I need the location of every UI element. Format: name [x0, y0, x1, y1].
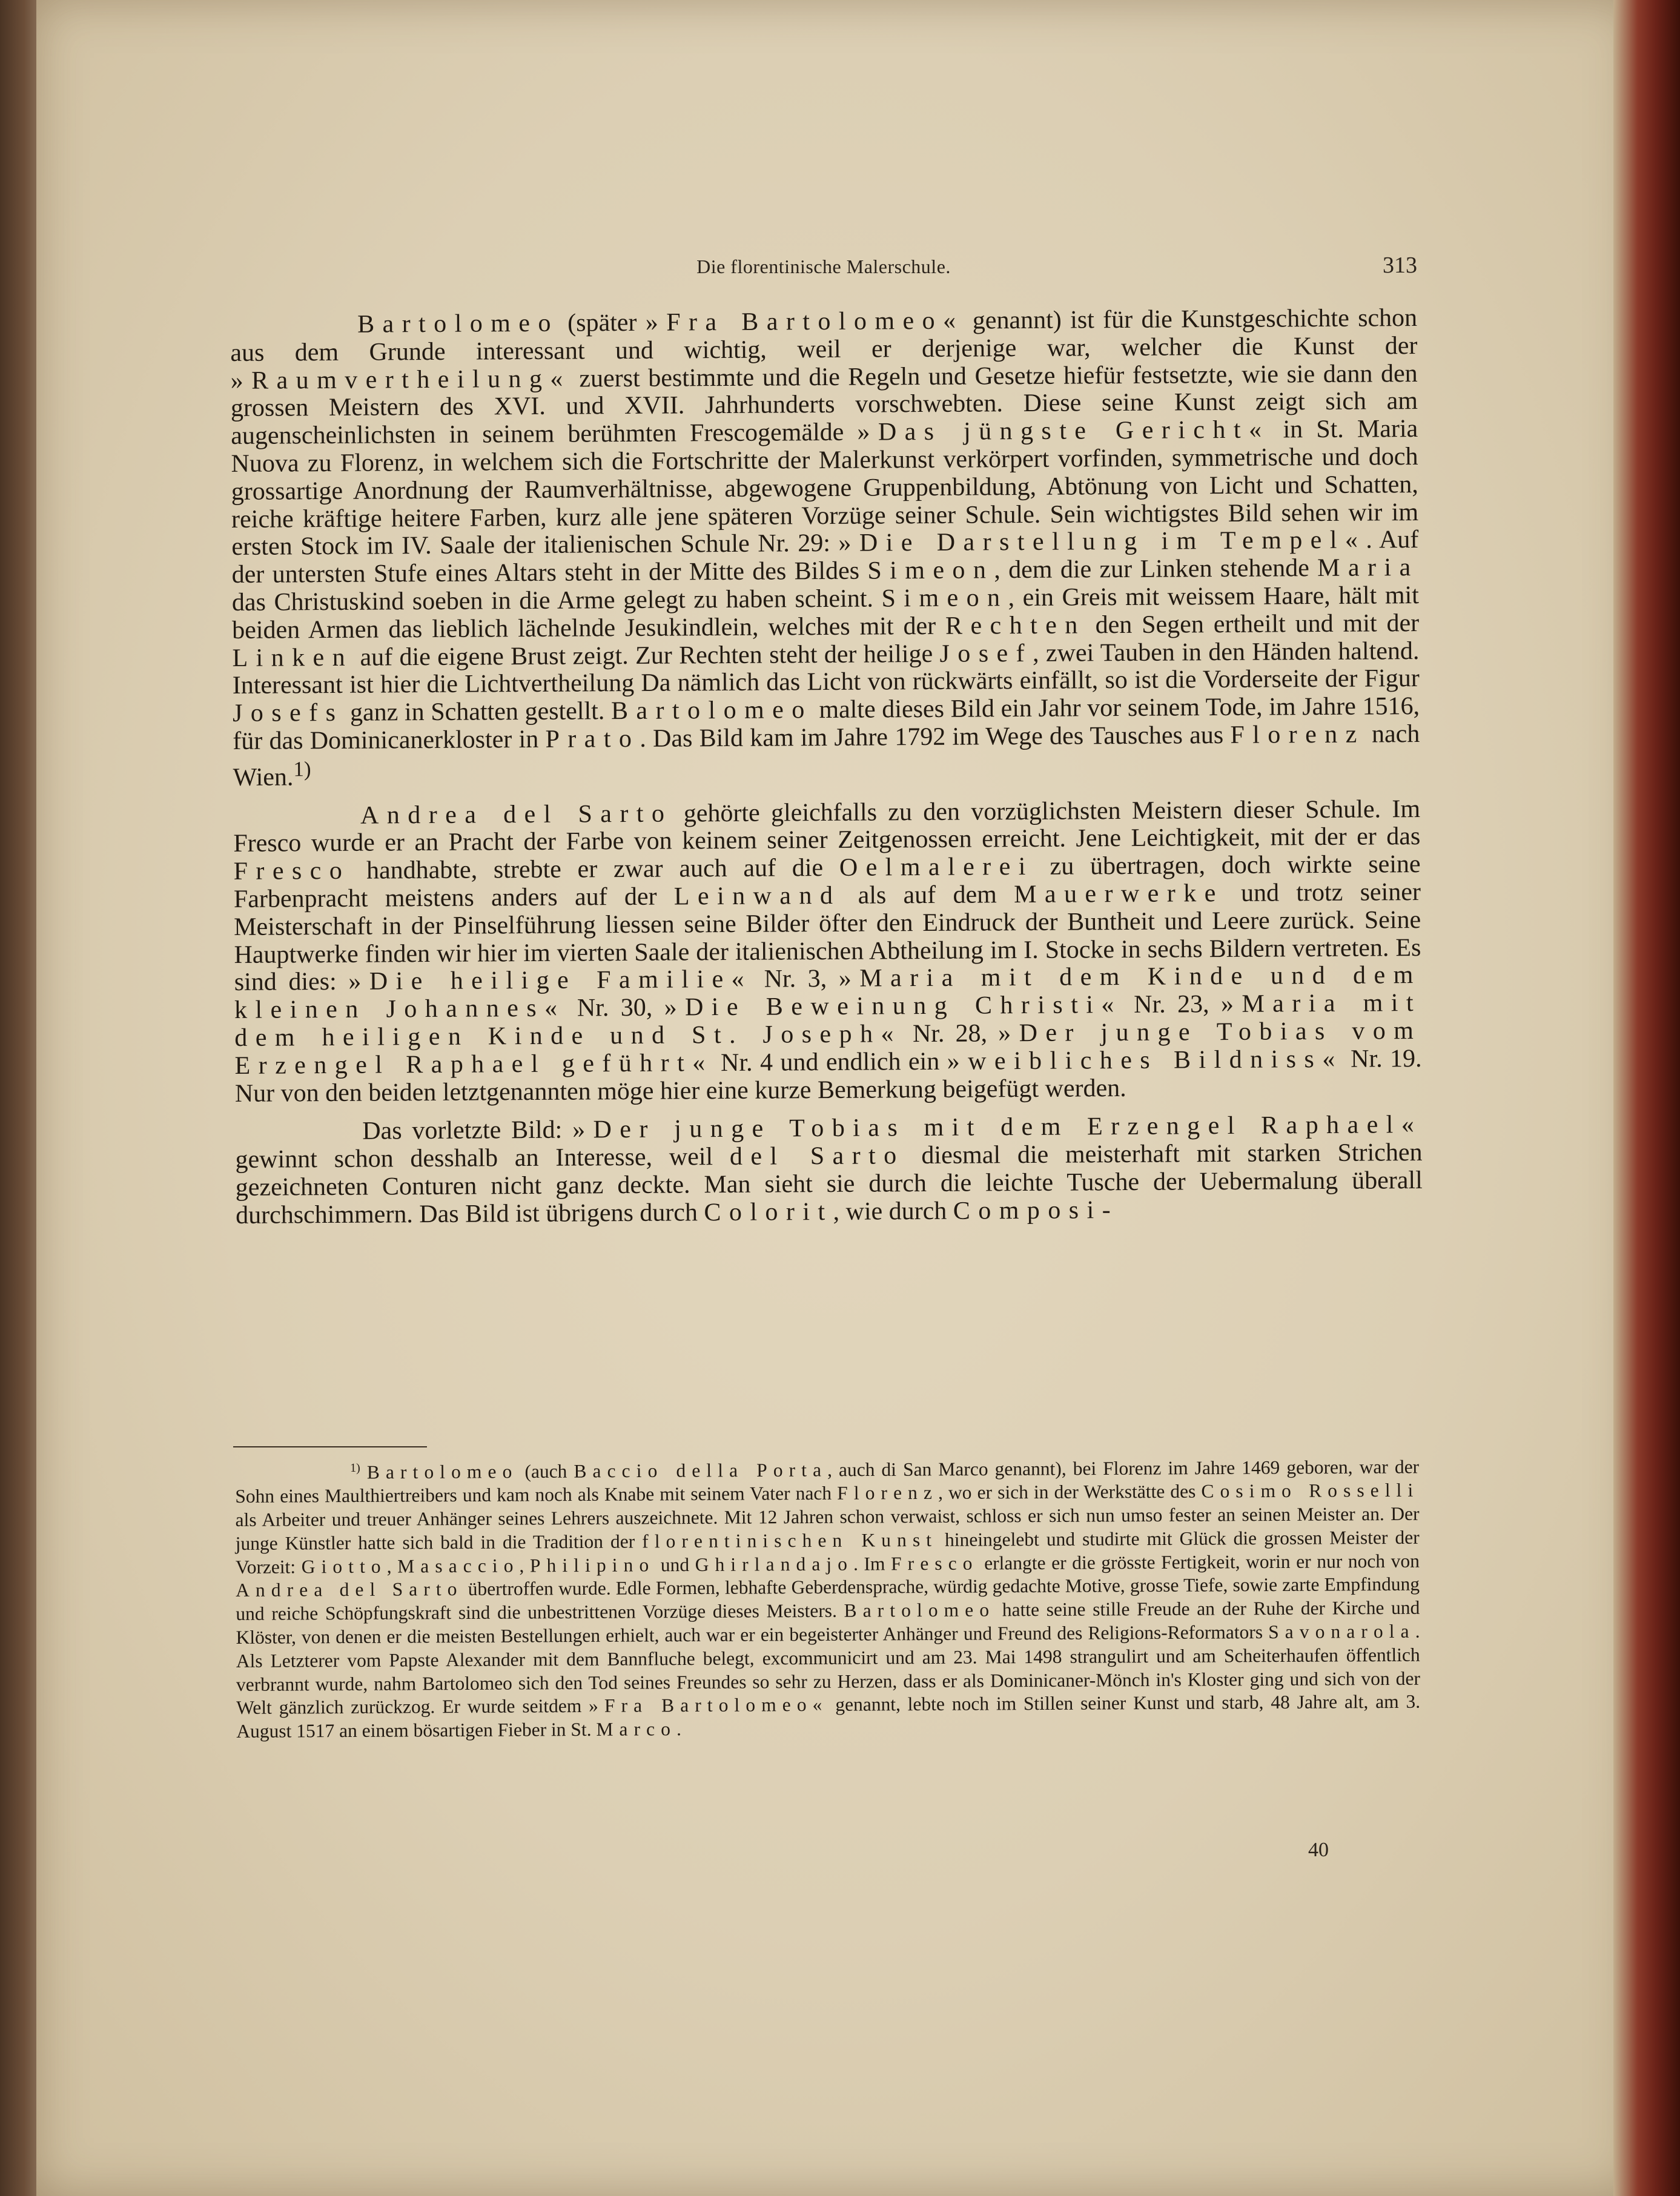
name-bartolomeo: Bartolomeo: [357, 309, 559, 339]
paragraph-tobias: Das vorletzte Bild: »Der junge Tobias mit dem Erzengel Raphael« gewinnt schon desshalb an Interesse, weil del Sarto diesmal die meisterhaft mit starken Strichen gezeichneten Conturen nicht ganz deckte. Man sieht sie durch die leichte Tusche der Uebermalung überall durchschimmern. Das Bild ist übrigens durch Colorit, wie durch Composi-: [235, 1111, 1423, 1229]
page-header: [230, 253, 1417, 292]
paragraph-bartolomeo: Bartolomeo (später »Fra Bartolomeo« genannt) ist für die Kunstgeschichte schon aus dem Grunde interessant und wichtig, weil er derjenige war, welcher die Kunst der »Raumvertheilung« zuerst bestimmte und die Regeln und Gesetze hiefür festsetzte, wie sie dann den grossen Meistern des XVI. und XVII. Jahrhunderts vorschwebten. Diese seine Kunst zeigt sich am augenscheinlichsten in seinem berühmten Frescogemälde »Das jüngste Gericht« in St. Maria Nuova zu Florenz, in welchem sich die Fortschritte der Malerkunst verkörpert vorfinden, symmetrische und doch grossartige Anordnung der Raumverhältnisse, abgewogene Gruppenbildung, Abtönung von Licht und Schatten, reiche kräftige heitere Farben, kurz alle jene späteren Vorzüge seiner Schule. Sein wichtigstes Bild sehen wir im ersten Stock im IV. Saale der italienischen Schule Nr. 29: »Die Darstellung im Tempel«. Auf der untersten Stufe eines Altars steht in der Mitte des Bildes Simeon, dem die zur Linken stehende Maria das Christuskind soeben in die Arme gelegt zu haben scheint. Simeon, ein Greis mit weissem Haare, hält mit beiden Armen das lieblich lächelnde Jesukindlein, welches mit der Rechten den Segen ertheilt und mit der Linken auf die eigene Brust zeigt. Zur Rechten steht der heilige Josef, zwei Tauben in den Händen haltend. Interessant ist hier die Lichtvertheilung Da nämlich das Licht von rückwärts einfällt, so ist die Vorderseite der Figur Josefs ganz in Schatten gestellt. Bartolomeo malte dieses Bild ein Jahr vor seinem Tode, im Jahre 1516, für das Dominicanerkloster in Prato. Das Bild kam im Jahre 1792 im Wege des Tausches aus Florenz nach Wien.$^{1)}$: [230, 304, 1420, 792]
footnote-divider: [233, 1446, 427, 1447]
artwork-title: »Maria mit dem heiligen Kinde und St. Joseph«: [234, 989, 1422, 1052]
signature-mark: 40: [1308, 1839, 1329, 1861]
artwork-title: »weibliches Bildniss«: [947, 1045, 1343, 1076]
title-fra-bartolomeo: »Fra Bartolomeo«: [645, 306, 964, 337]
artwork-title: »Der junge Tobias mit dem Erzengel Raphael«: [572, 1111, 1423, 1144]
artwork-title: »Die Beweinung Christi«: [664, 991, 1122, 1022]
artwork-title: »Der junge Tobias vom Erzengel Raphael geführt«: [234, 1016, 1422, 1080]
artwork-title: »Maria mit dem Kinde und dem kleinen Johannes«: [234, 961, 1421, 1025]
name-andrea-del-sarto: Andrea del Sarto: [360, 799, 673, 830]
footnote: [235, 1451, 1420, 1744]
footnote-marker: 1): [350, 1461, 360, 1475]
main-text: [230, 305, 1423, 1229]
book-edge: [1613, 0, 1680, 2196]
running-title: Die florentinische Malerschule.: [696, 256, 951, 277]
footnote-ref: 1): [293, 756, 311, 781]
paragraph-andrea-del-sarto: Andrea del Sarto gehörte gleichfalls zu den vorzüglichsten Meistern dieser Schule. Im Fresco wurde er an Pracht der Farbe von keinem seiner Zeitgenossen erreicht. Jene Leichtigkeit, mit der er das Fresco handhabte, strebte er zwar auch auf die Oelmalerei zu übertragen, doch wirkte seine Farbenpracht meistens anders auf der Leinwand als auf dem Mauerwerke und trotz seiner Meisterschaft in der Pinselführung liessen seine Bilder öfter den Eindruck der Buntheit und Leere zurück. Seine Hauptwerke finden wir hier im vierten Saale der italienischen Abtheilung im I. Stocke in sechs Bildern vertreten. Es sind dies: »Die heilige Familie« Nr. 3, »Maria mit dem Kinde und dem kleinen Johannes« Nr. 30, »Die Beweinung Christi« Nr. 23, »Maria mit dem heiligen Kinde und St. Joseph« Nr. 28, »Der junge Tobias vom Erzengel Raphael geführt« Nr. 4 und endlich ein »weibliches Bildniss« Nr. 19. Nur von den beiden letztgenannten möge hier eine kurze Bemerkung beigefügt werden.: [233, 795, 1422, 1108]
artwork-title: »Das jüngste Gericht«: [857, 415, 1270, 446]
term-raumvertheilung: »Raumvertheilung«: [230, 365, 571, 395]
footnote-paragraph: $^{1)}$ Bartolomeo (auch Baccio della Porta, auch di San Marco genannt), bei Florenz im Jahre 1469 geboren, war der Sohn eines Maulthiertreibers und kam noch als Knabe mit seinem Vater nach Florenz, wo er sich in der Werkstätte des Cosimo Rosselli als Arbeiter und treuer Anhänger seines Lehrers auszeichnete. Mit 12 Jahren schon verwaist, schloss er sich nun umso fester an seinen Meister an. Der junge Künstler hatte sich bald in die Tradition der florentinischen Kunst hineingelebt und studirte mit Glück die grossen Meister der Vorzeit: Giotto, Masaccio, Philipino und Ghirlandajo. Im Fresco erlangte er die grösste Fertigkeit, worin er nur noch von Andrea del Sarto übertroffen wurde. Edle Formen, lebhafte Geberdensprache, würdig gedachte Motive, grosse Tiefe, sowie zarte Empfindung und reiche Schöpfungskraft sind die unbestrittenen Vorzüge dieses Meisters. Bartolomeo hatte seine stille Freude an der Ruhe der Kirche und Klöster, von denen er die meisten Bestellungen erhielt, auch war er ein begeisterter Anhänger und Freund des Religions-Reformators Savonarola. Als Letzterer vom Papste Alexander mit dem Bannfluche belegt, excommunicirt und am 23. Mai 1498 strangulirt und am Scheiterhaufen öffentlich verbrannt wurde, nahm Bartolomeo sich den Tod seines Freundes so sehr zu Herzen, dass er als Dominicaner-Mönch in's Kloster ging und sich von der Welt gänzlich zurückzog. Er wurde seitdem »Fra Bartolomeo« genannt, lebte noch im Stillen seiner Kunst und starb, 48 Jahre alt, am 3. August 1517 an einem bösartigen Fieber in St. Marco.: [235, 1456, 1421, 1742]
artwork-title: »Die heilige Familie«: [348, 965, 753, 996]
page-number: 313: [1383, 253, 1417, 278]
artwork-title: »Die Darstellung im Tempel«: [838, 526, 1366, 558]
